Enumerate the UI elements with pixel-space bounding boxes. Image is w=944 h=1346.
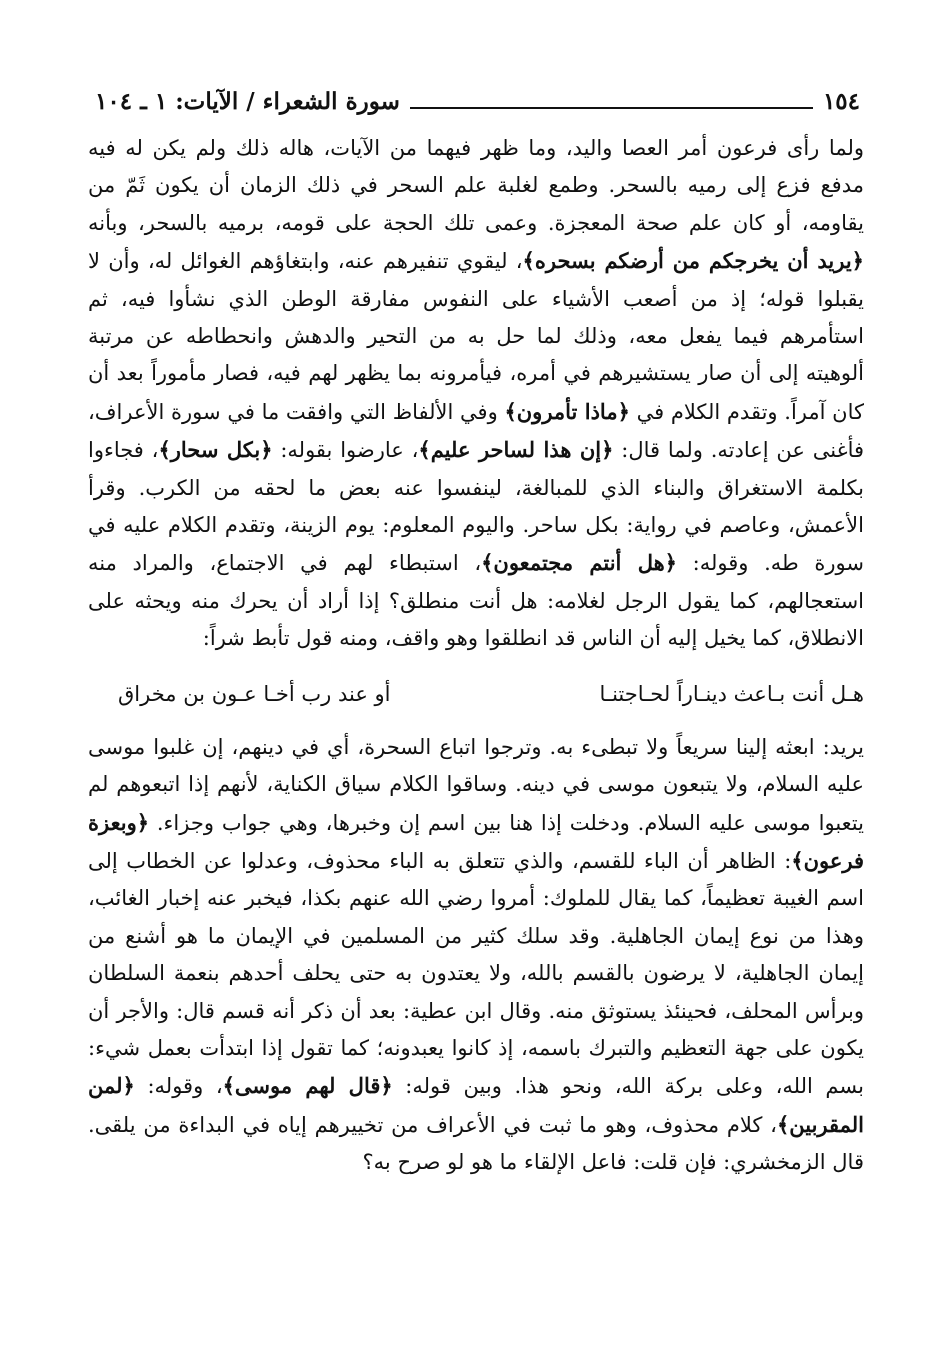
text-run: ، كلام محذوف، وهو ما ثبت في الأعراف من تخييرهم إياه في البداءة من يلقى. قال الزمخشري: فإن قلت: فاعل الإلقاء ما هو لو صرح به؟ [88, 1112, 864, 1175]
quran-quote: ﴿قال لهم موسى﴾ [222, 1073, 393, 1099]
paragraph-1 [88, 130, 864, 658]
quran-quote: ﴿ماذا تأمرون﴾ [504, 398, 630, 424]
text-run: : الظاهر أن الباء للقسم، والذي تتعلق به الباء محذوف، وعدلوا عن الخطاب إلى اسم الغيبة تعظيماً، كما يقال للملوك: أمروا رضي الله عنهم بكذا، فيخبر عنه إخبار الغائب، وهذا من نوع إيمان الجاهلية. وقد سلك كثير من المسلمين في الإيمان ما هو أشنع من إيمان الجاهلية، لا يرضون بالقسم بالله، ولا يعتدون به حتى يحلف أحدهم بنعمة السلطان وبرأس المحلف، فحينئذ يستوثق منه. وقال ابن عطية: بعد أن ذكر أنه قسم قال: والأجر أن يكون على جهة التعظيم والتبرك باسمه، إذ كانوا يعبدونه؛ كما تقول إذا ابتدأت بعمل شيء: بسم الله، وعلى بركة الله، ونحو هذا. وبين قوله: [88, 848, 864, 1099]
header-rule [410, 107, 813, 109]
quran-quote: ﴿يريد أن يخرجكم من أرضكم بسحره﴾ [522, 248, 864, 274]
text-run: يريد: ابعثه إلينا سريعاً ولا تبطىء به. وترجوا اتباع السحرة، أي في دينهم، إن غلبوا موسى عليه السلام، ولا يتبعون موسى في دينه. وساقوا الكلام سياق الكناية، لأنهم إذا اتبعوهم لم يتعبوا موسى عليه السلام. ودخلت إذا هنا بين اسم إن وخبرها، وهي جواب وجزاء. [88, 734, 864, 835]
quran-quote: ﴿لمن المقربين﴾ [88, 1073, 864, 1137]
quran-quote: ﴿بكل سحار﴾ [158, 437, 273, 463]
text-run: ، عارضوا بقوله: [272, 438, 419, 463]
text-run: ، ليقوي تنفيرهم عنه، وابتغاؤهم الغوائل له، وأن لا يقبلوا قوله؛ إذ من أصعب الأشياء على النفوس مفارقة الوطن الذي نشأوا فيه، ثم استأمرهم فيما يفعل معه، وذلك لما حل به من التحير والدهش وانحطاطه عن مرتبة ألوهيته إلى أن صار يستشيرهم في أمره، فيأمرونه بما يظهر لهم فيه، فصار مأموراً بعد أن كان آمراً. وتقدم الكلام في [88, 249, 864, 424]
text-run: ولما رأى فرعون أمر العصا واليد، وما ظهر فيهما من الآيات، هاله ذلك ولم يكن له فيه مدفع فزع إلى رميه بالسحر. وطمع لغلبة علم السحر في ذلك الزمان أن يكون ثَمّ من يقاومه، أو كان علم صحة المعجزة. وعمى تلك الحجة على قومه، برميه بالسحر، وبأنه [88, 136, 864, 235]
page-number: ١٥٤ [822, 87, 860, 115]
text-run: ، وقوله: [134, 1074, 223, 1099]
running-header [95, 84, 860, 118]
text-run: ، فجاءوا بكلمة الاستغراق والبناء الذي للمبالغة، لينفسوا عنه بعض ما لحقه من الكرب. وقرأ الأعمش، وعاصم في رواية: بكل ساحر. واليوم المعلوم: يوم الزينة، وتقدم الكلام عليه في سورة طه. وقوله: [88, 438, 864, 576]
quran-quote: ﴿هل أنتم مجتمعون﴾ [481, 550, 677, 576]
verse-second-hemistich: أو عند رب أخـا عـون بن مخراق [118, 681, 391, 706]
header-title: سورة الشعراء / الآيات: ١ ـ ١٠٤ [95, 87, 400, 115]
text-run: وفي الألفاظ التي وافقت ما في سورة الأعراف، فأغنى عن إعادته. ولما قال: [88, 399, 865, 463]
quran-quote: ﴿إن هذا لساحر عليم﴾ [418, 437, 614, 463]
paragraph-2 [88, 729, 864, 1182]
verse-first-hemistich: هـل أنت بـاعث دينـاراً لحـاجتنـا [599, 681, 864, 706]
quran-quote: ﴿وبعزة فرعون﴾ [88, 809, 864, 873]
text-run: ، استبطاء لهم في الاجتماع، والمراد منه استعجالهم، كما يقول الرجل لغلامه: هل أنت منطلق؟ إذا أراد أن يحرك منه ويحثه على الانطلاق، كما يخيل إليه أن الناس قد انطلقوا وهو واقف، ومنه قول تأبط شراً: [88, 551, 864, 651]
page-body [88, 130, 864, 1182]
poetry-verse [88, 676, 864, 713]
